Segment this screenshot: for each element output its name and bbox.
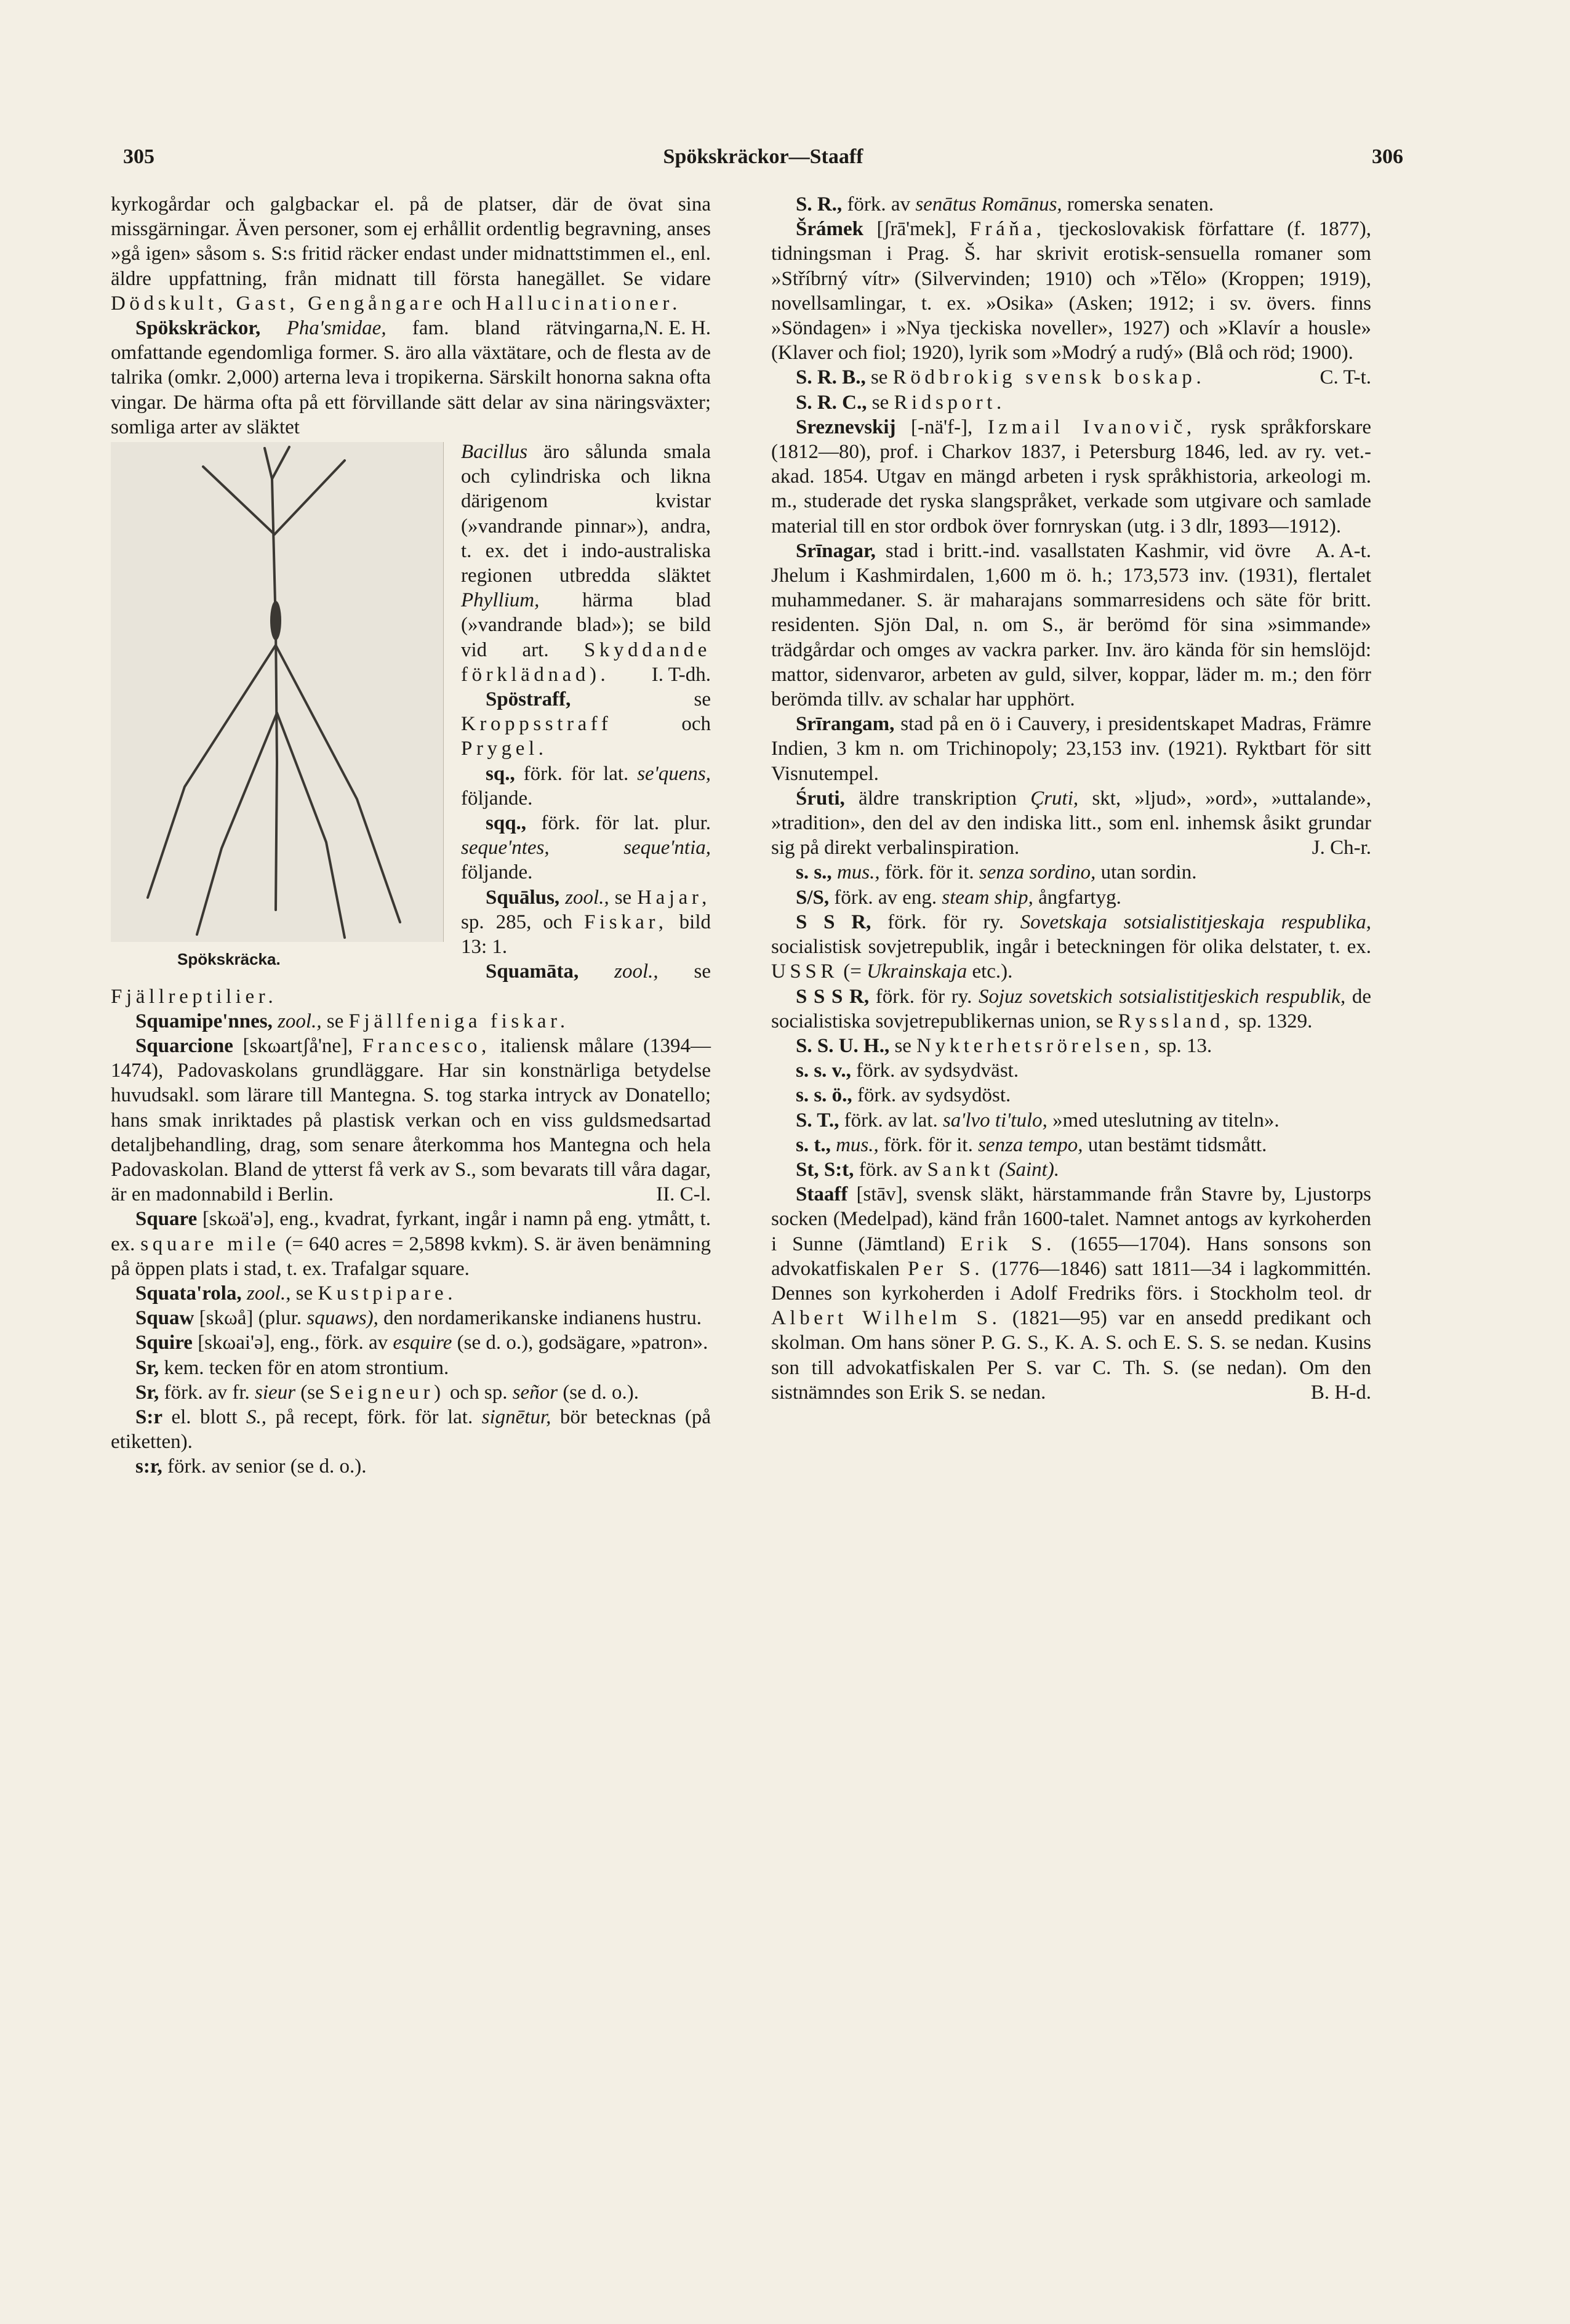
- entry-squatarola: Squata'rola, zool., se Kustpipare.: [135, 1282, 457, 1305]
- entry-s-t-upper: S. T., förk. av lat. sa'lvo ti'tulo, »med uteslutning av titeln».: [796, 1109, 1280, 1132]
- entry-staaff: Staaff [stāv], svensk släkt, härstammande från Stavre by, Ljustorps socken (Medelpad), känd från 1600-talet. Namnet antogs av kyrkoherden i Sunne (Jämtland) Erik S. (1655—1704). Hans sonsons son advokatfiskalen Per S. (1776—1846) satt 1811—34 i lagkommittén. Dennes son kyrkoherden i Adolf Fredriks förs. i Stockholm teol. dr Albert Wilhelm S. (1821—95) var en ansedd predikant och skolman. Om hans söner P. G. S., K. A. S. och E. S. S. se nedan. Kusins son till advokatfiskalen Per S. var C. Th. S. (se nedan). Om den sistnämndes son Erik S. se nedan. B. H-d.: [771, 1182, 1371, 1405]
- entry-sssr: S S S R, förk. för ry. Sojuz sovetskich sotsialistitjeskich respublik, de socialistiska sovjetrepublikernas union, se Ryssland, sp. 1329.: [771, 985, 1372, 1032]
- entry-ssr: S S R, förk. för ry. Sovetskaja sotsialistitjeskaja respublika, socialistisk sovjetrepublik, ingår i beteckningen för olika delstater, t. ex. USSR (= Ukrainskaja etc.).: [771, 911, 1371, 983]
- entry-squamata: Squamāta, zool., se Fjällreptilier.: [111, 960, 711, 1008]
- page-number-left: 305: [123, 145, 154, 168]
- entry-sruti: Śruti, äldre transkription Çruti, skt, »ljud», »ord», »uttalande», »tradition», den del av den indiska litt., som enl. inhemsk åsikt grundar sig på direkt verbalinspiration. J. Ch-r.: [771, 786, 1371, 861]
- entry-spoke-continued: kyrkogårdar och galgbackar el. på de platser, där de övat sina missgärningar. Även personer, som ej erhållit ordentlig begravning, anses »gå igen» såsom s. S:s fritid räcker endast under midnattstimmen el., enl. äldre uppfattning, från midnatt till första hanegället. Se vidare Dödskult, Gast, Gengångare och Hallucinationer. N. E. H.: [111, 192, 711, 316]
- entry-s-r: S. R., förk. av senātus Romānus, romerska senaten.: [796, 193, 1214, 215]
- entry-sreznevskij: Sreznevskij [-nä'f-], Izmail Ivanovič, rysk språkforskare (1812—80), prof. i Charkov 1837, i Petersburg 1846, led. av ry. vet.-akad. 1854. Utgav en mängd arbeten i rysk språkhistoria, arkeologi m. m., studerade det ryska slangspråket, verkade som utgivare och samlade material till en stor ordbok över fornryskan (utg. i 3 dlr, 1893—1912). A. A-t.: [771, 415, 1371, 539]
- entry-srinagar: Srīnagar, stad i britt.-ind. vasallstaten Kashmir, vid övre Jhelum i Kashmirdalen, 1,600 m ö. h.; 173,573 inv. (1931), flertalet muhammedaner. S. är maharajans sommarresidens och säte för britt. residenten. Sjön Dal, n. om S., är berömd för sina »simmande» trädgårdar och omges av vackra parker. Inv. äro kända för sin hemslöjd: mattor, sidenvaror, arbeten av guld, silver, koppar, läder m. m.; den förr berömda tillv. av schalar har upphört.: [771, 539, 1371, 711]
- entry-squire: Squire [skωai'ə], eng., förk. av esquire (se d. o.), godsägare, »patron».: [135, 1332, 708, 1354]
- entry-s-r-b: S. R. B., se Rödbrokig svensk boskap.: [796, 366, 1206, 389]
- right-column: [771, 192, 1371, 1405]
- entry-s-r-senior: s:r, förk. av senior (se d. o.).: [135, 1455, 367, 1478]
- entry-srirangam: Srīrangam, stad på en ö i Cauvery, i presidentskapet Madras, Främre Indien, 3 km n. om Trichinopoly; 23,153 inv. (1921). Ryktbart för sitt Visnutempel.: [771, 713, 1372, 785]
- entry-st: St, S:t, förk. av Sankt (Saint).: [796, 1158, 1060, 1181]
- entry-sramek: Šrámek [ʃrā'mek], Fráňa, tjeckoslovakisk författare (f. 1877), tidningsman i Prag. Š. har skrivit erotisk-sensuella romaner som »Stříbrný vítr» (Silvervinden; 1910) och »Tělo» (Kroppen; 1919), novellsamlingar, t. ex. »Osika» (Asken; 1912; i sv. övers. finns »Söndagen» i »Nya tjeckiska noveller», 1927) och »Klavír a housle» (Klaver och fiol; 1920), lyrik som »Modrý a rudý» (Blå och röd; 1900). C. T-t.: [771, 217, 1371, 365]
- entry-squarcione: Squarcione [skωartʃå'ne], Francesco, italiensk målare (1394—1474), Padovaskolans grundläggare. Har sin konstnärliga betydelse huvudsakl. som lärare till Mantegna. S. tog starka intryck av Donatello; hans smak inriktades på plastisk verkan och en viss guldsmedsartad detaljbehandling, drag, som senare återkomma hos Mantegna och hela Padovaskolan. Bland de ytterst få verk av S., som bevarats till våra dagar, är en madonnabild i Berlin. II. C-l.: [111, 1034, 711, 1207]
- stick-insect-figure: [111, 442, 446, 971]
- stick-insect-icon: [111, 442, 443, 942]
- entry-s-r-recipe: S:r el. blott S., på recept, förk. för lat. signētur, bör betecknas (på etiketten).: [111, 1405, 711, 1454]
- signature: A. A-t.: [1315, 539, 1371, 562]
- entry-squamipennes: Squamipe'nnes, zool., se Fjällfeniga fiskar.: [135, 1010, 569, 1032]
- signature: I. T-dh.: [651, 663, 711, 686]
- entry-squaw: Squaw [skωå] (plur. squaws), den nordamerikanske indianens hustru.: [135, 1307, 702, 1330]
- entry-sq: sq., förk. för lat. se'quens, följande.: [461, 762, 711, 810]
- running-title: Spökskräckor—Staaff: [663, 145, 863, 168]
- figure-caption: Spökskräcka.: [177, 950, 281, 969]
- signature: N. E. H.: [643, 317, 711, 340]
- signature: II. C-l.: [656, 1183, 711, 1206]
- entry-sso: s. s. ö., förk. av sydsydöst.: [796, 1084, 1011, 1107]
- left-column: [111, 192, 711, 1479]
- signature: B. H-d.: [1310, 1381, 1371, 1404]
- signature: C. T-t.: [1320, 366, 1371, 389]
- entry-sr-abbr: Sr, förk. av fr. sieur (se Seigneur) och sp. señor (se d. o.).: [135, 1381, 639, 1404]
- entry-ssv: s. s. v., förk. av sydsydväst.: [796, 1059, 1019, 1082]
- entry-sr-chem: Sr, kem. tecken för en atom strontium.: [135, 1356, 449, 1379]
- signature: J. Ch-r.: [1312, 837, 1371, 859]
- entry-squalus: Squālus, zool., se Hajar, sp. 285, och Fiskar, bild 13: 1.: [461, 886, 711, 959]
- entry-sqq: sqq., förk. för lat. plur. seque'ntes, seque'ntia, följande.: [461, 812, 711, 884]
- entry-spostraff: Spöstraff, se Kroppsstraff och Prygel.: [461, 688, 711, 760]
- entry-s-r-c: S. R. C., se Ridsport.: [796, 391, 1006, 414]
- entry-spokskrackor: Spökskräckor, Pha'smidae, fam. bland rätvingarna, omfattande egendomliga former. S. äro alla växtätare, och de flesta av de talrika (omkr. 2,000) arterna leva i tropikerna. Särskilt honorna sakna ofta vingar. De härma ofta på ett förvillande sätt delar av sina näringsväxter; somliga arter av släktet: [111, 317, 711, 438]
- entry-s-t-lower: s. t., mus., förk. för it. senza tempo, utan bestämt tidsmått.: [796, 1133, 1267, 1156]
- stick-insect-illustration: [111, 442, 444, 942]
- entry-s-s: s. s., mus., förk. för it. senza sordino, utan sordin.: [796, 861, 1197, 884]
- entry-ssuh: S. S. U. H., se Nykterhetsrörelsen, sp. 13.: [796, 1034, 1212, 1057]
- entry-square: Square [skωä'ə], eng., kvadrat, fyrkant, ingår i namn på eng. ytmått, t. ex. square mile (= 640 acres = 2,5898 kvkm). S. är även benämning på öppen plats i stad, t. ex. Trafalgar square.: [111, 1208, 711, 1280]
- page-header: [123, 145, 1403, 182]
- entry-s-slash-s: S/S, förk. av eng. steam ship, ångfartyg.: [796, 886, 1121, 909]
- page-number-right: 306: [1372, 145, 1403, 168]
- entry-spokskrackor-cont: Bacillus äro sålunda smala och cylindriska och likna därigenom kvistar (»vandrande pinnar»), andra, t. ex. det i indo-australiska regionen utbredda släktet Phyllium, härma blad (»vandrande blad»); se bild vid art. Skyddande förklädnad). I. T-dh.: [111, 440, 711, 687]
